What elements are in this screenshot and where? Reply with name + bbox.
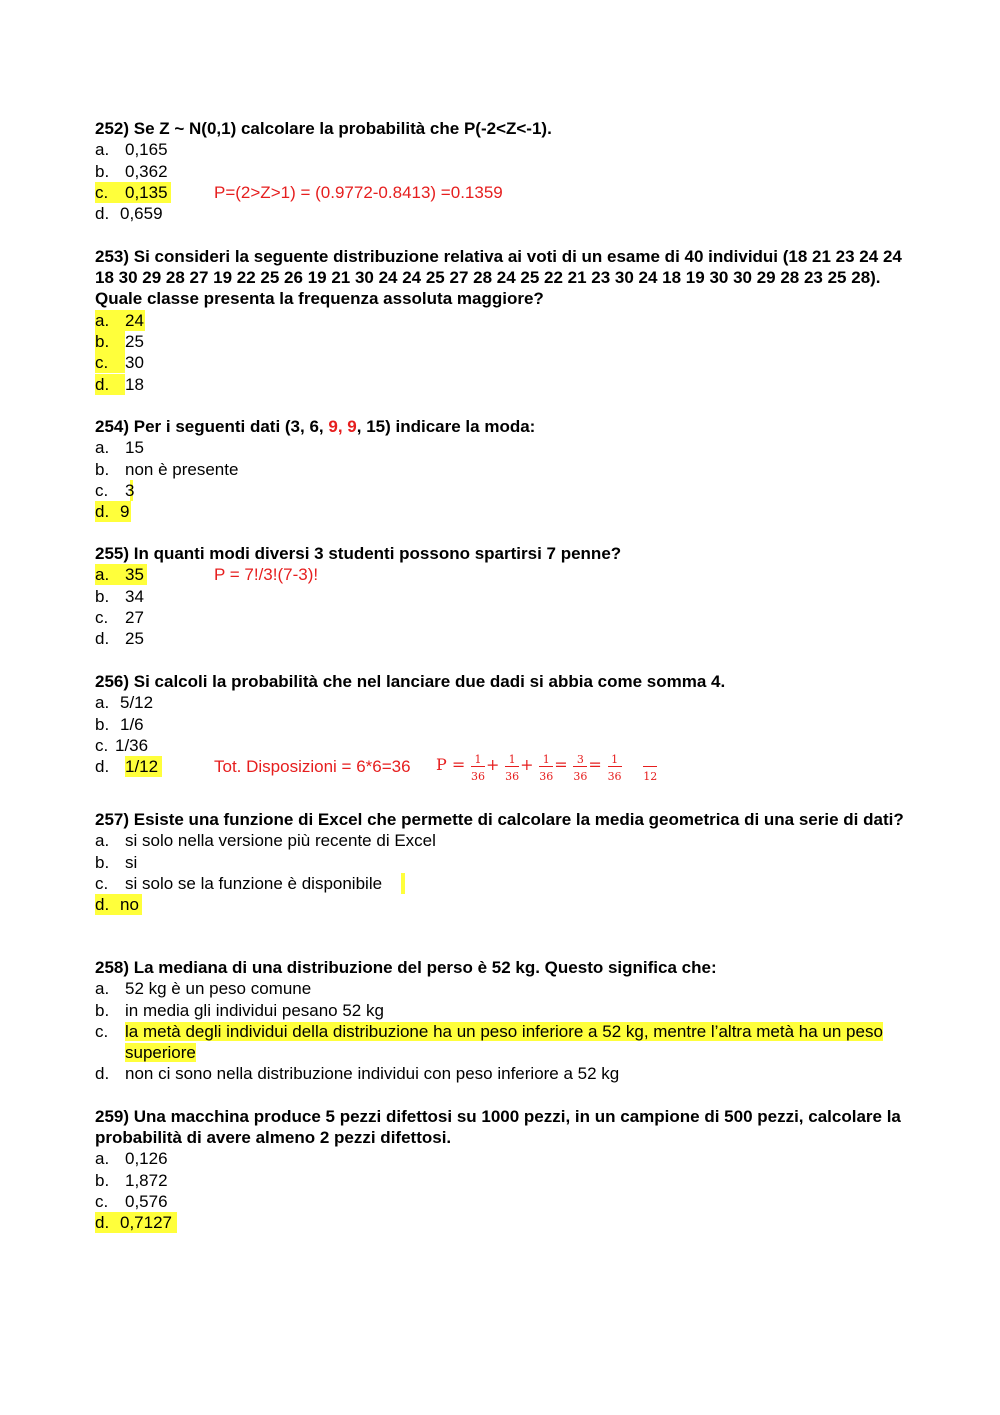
option-b: b. in media gli individui pesano 52 kg bbox=[95, 1000, 384, 1020]
option-c-correct: c. 30 bbox=[95, 353, 144, 373]
question-257 bbox=[95, 809, 910, 915]
fraction: 12 bbox=[643, 754, 657, 783]
option-b: b. 34 bbox=[95, 586, 144, 606]
question-title: 253) Si consideri la seguente distribuzione relativa ai voti di un esame di 40 individui (18 21 23 24 24 18 30 29 28 27 19 22 25 26 19 21 30 24 24 25 27 28 24 25 22 21 23 30 24 18 19 30 30 29 28 23 25 28). Quale classe presenta la frequenza assoluta maggiore? bbox=[95, 247, 902, 309]
question-258 bbox=[95, 957, 910, 1085]
mode-value: 9 bbox=[347, 417, 357, 436]
option-b: b. 0,362 bbox=[95, 161, 168, 181]
question-title: 258) La mediana di una distribuzione del perso è 52 kg. Questo significa che: bbox=[95, 958, 717, 977]
mode-value: 9 bbox=[328, 417, 338, 436]
option-b: b. non è presente bbox=[95, 459, 239, 479]
question-254 bbox=[95, 416, 910, 522]
option-c: c. 27 bbox=[95, 607, 144, 627]
question-252 bbox=[95, 118, 910, 224]
solution-note: P = 7!/3!(7-3)! bbox=[214, 565, 319, 585]
question-title: 252) Se Z ~ N(0,1) calcolare la probabilità che P(-2<Z<-1). bbox=[95, 119, 552, 138]
question-title: 255) In quanti modi diversi 3 studenti possono spartirsi 7 penne? bbox=[95, 544, 622, 563]
question-259 bbox=[95, 1106, 910, 1234]
option-a: a. 5/12 bbox=[95, 693, 154, 713]
option-a-correct: a. 24 bbox=[95, 310, 144, 330]
option-a: a. si solo nella versione più recente di Excel bbox=[95, 831, 436, 851]
option-d-correct: d. 18 bbox=[95, 374, 144, 394]
option-c: c. si solo se la funzione è disponibile bbox=[95, 873, 910, 894]
fraction: $\frac{1}{36}$ bbox=[471, 753, 485, 784]
option-d-correct: d. no bbox=[95, 894, 910, 915]
question-title: 254) Per i seguenti dati (3, 6, 9, 9, 15) indicare la moda: bbox=[95, 417, 536, 436]
option-d-correct: d. 1/12 Tot. Disposizioni = 6*6=36 P = $\frac{1}{36}$ + $\frac{1}{36}$ + $\frac{1}{36}$ = $\frac{3}{36}$ = $\frac{1}{36}$ 12 bbox=[95, 753, 658, 784]
option-c-correct: c. la metà degli individui della distribuzione ha un peso inferiore a 52 kg, mentre l’altra metà ha un peso superiore bbox=[95, 1021, 883, 1062]
option-d: d. 0,659 bbox=[95, 204, 163, 224]
option-a-correct: a. 35 P = 7!/3!(7-3)! bbox=[95, 565, 319, 585]
option-d-correct: d. 9 bbox=[95, 502, 130, 522]
fraction: $\frac{1}{36}$ bbox=[539, 753, 554, 784]
solution-note: Tot. Disposizioni = 6*6=36 bbox=[214, 757, 411, 777]
question-253 bbox=[95, 246, 910, 395]
question-title: 257) Esiste una funzione di Excel che permette di calcolare la media geometrica di una serie di dati? bbox=[95, 810, 904, 829]
question-title: 259) Una macchina produce 5 pezzi difettosi su 1000 pezzi, in un campione di 500 pezzi, calcolare la probabilità di avere almeno 2 pezzi difettosi. bbox=[95, 1107, 901, 1148]
option-b: b. 1/6 bbox=[95, 714, 144, 734]
fraction: $\frac{3}{36}$ bbox=[573, 753, 588, 784]
option-c-correct: c. 0,135 P=(2>Z>1) = (0.9772-0.8413) =0.1359 bbox=[95, 182, 503, 202]
option-b: b. si bbox=[95, 852, 138, 872]
question-256 bbox=[95, 671, 910, 786]
option-d-correct: d. 0,7127 bbox=[95, 1212, 910, 1233]
option-b-correct: b. 25 bbox=[95, 331, 144, 351]
question-title: 256) Si calcoli la probabilità che nel lanciare due dadi si abbia come somma 4. bbox=[95, 672, 726, 691]
highlight-mark bbox=[401, 873, 405, 894]
fraction: $\frac{1}{36}$ bbox=[505, 753, 520, 784]
option-d: d. non ci sono nella distribuzione individui con peso inferiore a 52 kg bbox=[95, 1064, 620, 1084]
option-a: a. 0,126 bbox=[95, 1149, 168, 1169]
option-c: c. 3 bbox=[95, 480, 135, 500]
fraction: $\frac{1}{36}$ bbox=[607, 753, 622, 784]
probability-formula: P = $\frac{1}{36}$ + $\frac{1}{36}$ + $\frac{1}{36}$ = $\frac{3}{36}$ = $\frac{1}{36}$ 12 bbox=[436, 753, 658, 784]
option-c: c. 1/36 bbox=[95, 735, 149, 755]
option-a: a. 15 bbox=[95, 438, 144, 458]
option-c: c. 0,576 bbox=[95, 1192, 168, 1211]
option-a: a. 52 kg è un peso comune bbox=[95, 979, 312, 999]
question-255 bbox=[95, 543, 910, 649]
option-b: b. 1,872 bbox=[95, 1170, 168, 1190]
option-d: d. 25 bbox=[95, 629, 144, 649]
solution-note: P=(2>Z>1) = (0.9772-0.8413) =0.1359 bbox=[214, 182, 503, 202]
option-a: a. 0,165 bbox=[95, 140, 168, 160]
